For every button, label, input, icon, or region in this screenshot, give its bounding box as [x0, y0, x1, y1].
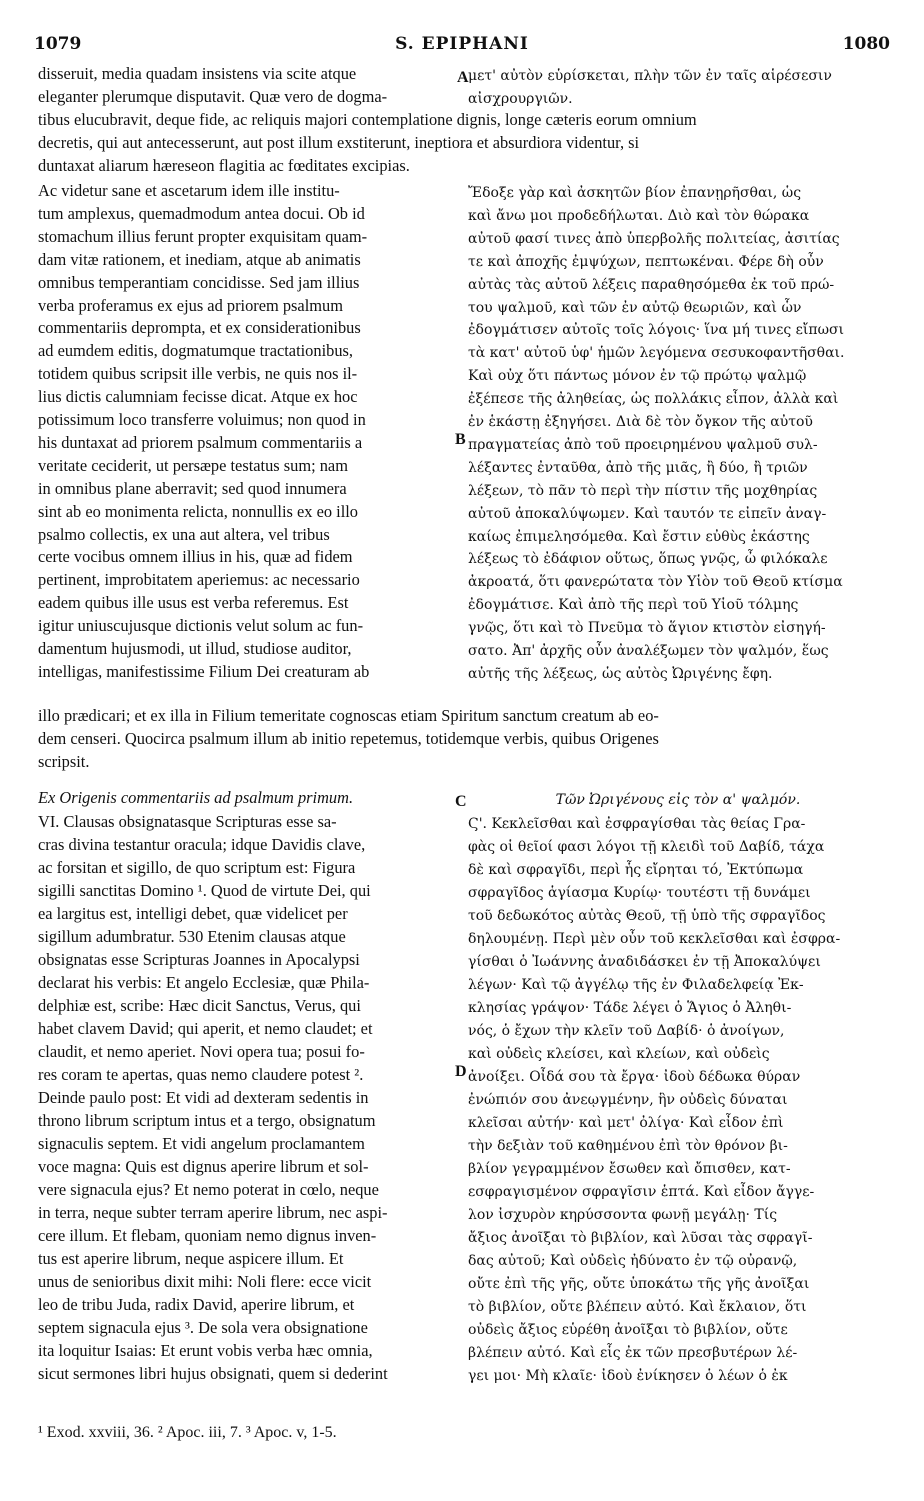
latin-text-line: vere signacula ejus? Et nemo poterat in cœlo, neque	[38, 1180, 379, 1199]
latin-text-line: Ac videtur sane et ascetarum idem ille institu-	[38, 181, 340, 200]
latin-text-line: veritate ceciderit, ut persæpe testatus sum; nam	[38, 455, 348, 475]
greek-text-line: Ϛ'. Κεκλεῖσθαι καὶ ἐσφραγίσθαι τὰς θείας Γρα-	[468, 816, 806, 832]
latin-text-line: omnibus temperantiam concidisse. Sed jam illius	[38, 272, 360, 292]
latin-text-line: igitur uniuscujusque dictionis velut solum ac fun-	[38, 616, 364, 636]
greek-text-line: πραγματείας ἀπὸ τοῦ προειρημένου ψαλμοῦ συλ-	[468, 436, 818, 453]
footnotes: ¹ Exod. xxviii, 36. ² Apoc. iii, 7. ³ Apoc. v, 1-5.	[38, 1424, 337, 1441]
greek-text-line: φὰς οἱ θεῖοί φασι λόγοι τῇ κλειδὶ τοῦ Δαβίδ, τάχα	[468, 839, 825, 855]
latin-text-line: ad eumdem editis, dogmatumque tractationibus,	[38, 341, 353, 361]
greek-section-heading: Τῶν Ὠριγένους εἰς τὸν α' ψαλμόν.	[555, 792, 801, 808]
greek-text-line: του ψαλμοῦ, καὶ τῶν ἐν αὐτῷ θεωριῶν, καὶ ὧν	[468, 299, 802, 316]
greek-text-line: λέξεων, τὸ πᾶν τὸ περὶ τὴν πίστιν τῆς μοχθηρίας	[468, 482, 818, 499]
greek-text-line: τὸ βιβλίον, οὔτε βλέπειν αὐτό. Καὶ ἔκλαιον, ὅτι	[468, 1299, 807, 1315]
greek-text-line: σατο. Ἀπ' ἀρχῆς οὖν ἀναλέξωμεν τὸν ψαλμόν, ἕως	[468, 643, 829, 659]
greek-text-line: δὲ καὶ σφραγῖδι, περὶ ἧς εἴρηται τό, Ἐκτύπωμα	[468, 862, 804, 878]
latin-text-line: leo de tribu Juda, radix David, aperire librum, et	[38, 1295, 355, 1314]
greek-text-line: δηλουμένῃ. Περὶ μὲν οὖν τοῦ κεκλεῖσθαι καὶ ἐσφρα-	[468, 931, 841, 947]
greek-text-line: αἰσχρουργιῶν.	[468, 91, 573, 108]
latin-text-line: his duntaxat ad priorem psalmum commentariis a	[38, 432, 363, 452]
latin-text-line: tibus elucubravit, deque fide, ac reliquis majori contemplatione dignis, longe cæteris eorum omnium	[38, 110, 697, 129]
latin-text-line: dam vitæ rationem, et inediam, atque ab animatis	[38, 249, 361, 269]
latin-text-line: sicut sermones libri hujus obsignati, quem si dederint	[38, 1364, 388, 1383]
latin-text-line: commentariis deprompta, et ex considerationibus	[38, 318, 361, 338]
latin-text-line: potissimum loco transferre voluimus; non quod in	[38, 410, 366, 429]
latin-text-line: psalmo collectis, ex una aut altera, vel tribus	[38, 524, 330, 544]
latin-text-line: sigilli sanctitas Domino ¹. Quod de virtute Dei, qui	[38, 881, 371, 900]
margin-marker-c: C	[455, 793, 467, 810]
greek-text-line: γει μοι· Μὴ κλαῖε· ἰδοὺ ἐνίκησεν ὁ λέων ὁ ἐκ	[468, 1368, 788, 1384]
margin-marker-a: A	[457, 69, 469, 86]
greek-text-line: μετ' αὐτὸν εὑρίσκεται, πλὴν τῶν ἐν ταῖς αἱρέσεσιν	[468, 68, 832, 84]
latin-text-line: disseruit, media quadam insistens via scite atque	[38, 64, 357, 83]
latin-text-line: res coram te apertas, quas nemo claudere potest ².	[38, 1065, 364, 1084]
latin-text-line: verba proferamus ex ejus ad priorem psalmum	[38, 295, 343, 315]
greek-text-line: ἐξέπεσε τῆς ἀληθείας, ὡς πολλάκις εἶπον, ἀλλὰ καὶ	[468, 391, 839, 408]
greek-text-line: τε καὶ ἀποχῆς ἐμψύχων, πεπτωκέναι. Φέρε δὴ οὖν	[468, 253, 824, 270]
greek-text-line: οὐδεὶς ἄξιος εὑρέθη ἀνοῖξαι τὸ βιβλίον, οὔτε	[468, 1322, 788, 1338]
latin-text-line: Deinde paulo post: Et vidi ad dexteram sedentis in	[38, 1088, 369, 1107]
greek-text-line: ἄξιος ἀνοῖξαι τὸ βιβλίον, καὶ λῦσαι τὰς σφραγῖ-	[468, 1230, 813, 1246]
latin-text-line: pertinent, improbitatem aperiemus: ac necessario	[38, 570, 360, 590]
greek-text-line: λέξεως τὸ ἐδάφιον οὕτως, ὅπως γνῷς, ὦ φιλόκαλε	[468, 551, 828, 568]
greek-text-line: λέγων· Καὶ τῷ ἀγγέλῳ τῆς ἐν Φιλαδελφείᾳ Ἐκ-	[468, 977, 804, 993]
latin-text-line: decretis, qui aut antecesserunt, aut post illum exstiterunt, ineptiora et absurdiora videntur, si	[38, 133, 640, 153]
greek-text-line: Ἔδοξε γὰρ καὶ ἀσκητῶν βίον ἐπανῃρῆσθαι, ὡς	[468, 185, 802, 201]
latin-text-line: in omnibus plane aberravit; sed quod innumera	[38, 478, 347, 498]
latin-text-line: habet clavem David; qui aperit, et nemo claudet; et	[38, 1019, 373, 1038]
latin-text-line: illo prædicari; et ex illa in Filium temeritate cognoscas etiam Spiritum sanctum creatum ab eo-	[38, 706, 659, 725]
greek-text-line: καίως ἐπιμελησόμεθα. Καὶ ἔστιν εὐθὺς ἑκάστης	[468, 528, 810, 545]
running-header	[30, 34, 894, 58]
greek-text-line: νός, ὁ ἔχων τὴν κλεῖν τοῦ Δαβίδ· ὁ ἀνοίγων,	[468, 1023, 785, 1039]
greek-text-line: γίσθαι ὁ Ἰωάννης ἀναδιδάσκει ἐν τῇ Ἀποκαλύψει	[468, 954, 821, 970]
greek-text-line: αὐτὰς τὰς αὐτοῦ λέξεις παραθησόμεθα ἐκ τοῦ πρώ-	[468, 276, 835, 293]
greek-text-line: αὐτοῦ φασί τινες ἀπὸ ὑπερβολῆς πολιτείας, ἀσιτίας	[468, 230, 840, 247]
greek-text-line: καὶ οὐδεὶς κλείσει, καὶ κλείων, καὶ οὐδεὶς	[468, 1046, 770, 1062]
latin-text-line: delphiæ est, scribe: Hæc dicit Sanctus, Verus, qui	[38, 996, 361, 1015]
greek-text-line: βλίον γεγραμμένον ἔσωθεν καὶ ὄπισθεν, κατ-	[468, 1161, 791, 1177]
latin-text-line: ea largitus est, intelligi debet, quæ videlicet per	[38, 904, 348, 923]
greek-text-line: ἐνώπιόν σου ἀνεῳγμένην, ἣν οὐδεὶς δύναται	[468, 1092, 788, 1108]
greek-text-line: ἐδογμάτισε. Καὶ ἀπὸ τῆς περὶ τοῦ Υἱοῦ τόλμης	[468, 597, 799, 614]
greek-text-line: κλησίας γράψον· Τάδε λέγει ὁ Ἅγιος ὁ Ἀληθι-	[468, 1000, 792, 1016]
latin-text-line: voce magna: Quis est dignus aperire librum et sol-	[38, 1157, 369, 1176]
latin-text-line: sigillum adumbratur. 530 Etenim clausas atque	[38, 927, 346, 946]
greek-text-line: Καὶ οὐχ ὅτι πάντως μόνον ἐν τῷ πρώτῳ ψαλμῷ	[468, 368, 807, 385]
latin-text-line: totidem quibus scripsit ille verbis, ne quis nos il-	[38, 364, 358, 384]
latin-text-line: declarat his verbis: Et angelo Ecclesiæ, quæ Phila-	[38, 973, 370, 992]
latin-text-line: obsignatas esse Scripturas Joannes in Apocalypsi	[38, 950, 360, 969]
greek-text-line: αὐτοῦ ἀποκαλύψωμεν. Καὶ ταυτόν τε εἰπεῖν ἀναγ-	[468, 505, 827, 522]
greek-text-line: κλεῖσαι αὐτήν· καὶ μετ' ὀλίγα· Καὶ εἶδον ἐπὶ	[468, 1115, 784, 1131]
greek-text-line: λον ἰσχυρὸν κηρύσσοντα φωνῇ μεγάλῃ· Τίς	[468, 1207, 778, 1223]
greek-text-line: τοῦ δεδωκότος αὐτὰς Θεοῦ, τῇ ὑπὸ τῆς σφραγῖδος	[468, 908, 826, 924]
latin-text-line: scripsit.	[38, 752, 90, 772]
latin-text-line: eleganter plerumque disputavit. Quæ vero de dogma-	[38, 87, 388, 107]
latin-text-line: claudit, et nemo aperiet. Novi opera tua; posui fo-	[38, 1042, 365, 1061]
latin-text-line: ita loquitur Isaias: Et erunt vobis verba hæc omnia,	[38, 1341, 373, 1360]
latin-text-line: dem censeri. Quocirca psalmum illum ab initio repetemus, totidemque verbis, quibus Origenes	[38, 729, 659, 749]
latin-text-line: damentum hujusmodi, ut illud, studiose auditor,	[38, 639, 352, 658]
greek-text-line: οὔτε ἐπὶ τῆς γῆς, οὔτε ὑποκάτω τῆς γῆς ἀνοῖξαι	[468, 1276, 810, 1292]
greek-text-line: ἐν ἑκάστῃ ἐξηγήσει. Διὰ δὲ τὸν ὄγκον τῆς αὐτοῦ	[468, 414, 813, 430]
latin-text-line: ac forsitan et sigillo, de quo scriptum est: Figura	[38, 858, 356, 877]
latin-section-heading: Ex Origenis commentariis ad psalmum primum.	[38, 788, 354, 807]
latin-text-line: sint ab eo monimenta relicta, nonnullis ex eo illo	[38, 501, 359, 521]
greek-text-line: γνῷς, ὅτι καὶ τὸ Πνεῦμα τὸ ἅγιον κτιστὸν εἰσηγή-	[468, 620, 826, 637]
page-number-left: 1079	[34, 34, 82, 54]
margin-marker-b: B	[455, 431, 466, 448]
page-number-right: 1080	[842, 34, 890, 54]
latin-text-line: certe vocibus omnem illius in his, quæ ad fidem	[38, 547, 353, 567]
latin-text-line: eadem quibus ille usus est verba referemus. Est	[38, 593, 349, 613]
greek-text-line: εσφραγισμένον σφραγῖσιν ἑπτά. Καὶ εἶδον ἄγγε-	[468, 1184, 815, 1200]
greek-text-line: βλέπειν αὐτό. Καὶ εἷς ἐκ τῶν πρεσβυτέρων λέ-	[468, 1345, 798, 1361]
greek-text-line: ἀνοίξει. Οἶδά σου τὰ ἔργα· ἰδοὺ δέδωκα θύραν	[468, 1069, 801, 1085]
running-title: S. EPIPHANI	[395, 34, 529, 54]
latin-text-line: duntaxat aliarum hæreseon flagitia ac fœditates excipias.	[38, 156, 410, 176]
latin-text-line: tus est aperire librum, neque aspicere illum. Et	[38, 1249, 344, 1268]
greek-text-line: ἐδογμάτισεν αὐτοῖς τοῖς λόγοις· ἵνα μή τινες εἴπωσι	[468, 322, 845, 339]
latin-text-line: unus de senioribus dixit mihi: Noli flere: ecce vicit	[38, 1272, 372, 1291]
greek-text-line: τὴν δεξιὰν τοῦ καθημένου ἐπὶ τὸν θρόνον βι-	[468, 1138, 788, 1154]
greek-text-line: δας αὐτοῦ; Καὶ οὐδεὶς ἠδύνατο ἐν τῷ οὐρανῷ,	[468, 1253, 798, 1269]
latin-text-line: in terra, neque subter terram aperire librum, nec aspi-	[38, 1203, 388, 1222]
greek-text-line: αὐτῆς τῆς λέξεως, ὡς αὐτὸς Ὠριγένης ἔφη.	[468, 665, 773, 682]
latin-text-line: stomachum illius ferunt propter exquisitam quam-	[38, 226, 368, 246]
greek-text-line: ἀκροατά, ὅτι φανερώτατα τὸν Υἱὸν τοῦ Θεοῦ κτίσμα	[468, 574, 843, 591]
latin-text-line: throno librum scriptum intus et a tergo, obsignatum	[38, 1111, 376, 1130]
margin-marker-d: D	[455, 1063, 467, 1080]
greek-text-line: λέξαντες ἐνταῦθα, ἀπὸ τῆς μιᾶς, ἢ δύο, ἢ τριῶν	[468, 459, 808, 476]
latin-text-line: cere illum. Et flebam, quoniam nemo dignus inven-	[38, 1226, 377, 1245]
latin-text-line: intelligas, manifestissime Filium Dei creaturam ab	[38, 661, 370, 681]
latin-text-line: tum amplexus, quemadmodum antea docui. Ob id	[38, 203, 365, 223]
greek-text-line: καὶ ἄνω μοι προδεδήλωται. Διὸ καὶ τὸν θώρακα	[468, 207, 810, 224]
latin-text-line: signaculis septem. Et vidi angelum proclamantem	[38, 1134, 365, 1153]
latin-text-line: lius dictis calumniam fecisse dicat. Atque ex hoc	[38, 387, 358, 407]
latin-text-line: VI. Clausas obsignatasque Scripturas esse sa-	[38, 812, 337, 831]
latin-text-line: septem signacula ejus ³. De sola vera obsignatione	[38, 1318, 368, 1337]
latin-text-line: cras divina testantur oracula; idque Davidis clave,	[38, 835, 366, 854]
greek-text-line: σφραγῖδος ἁγίασμα Κυρίῳ· τουτέστι τῇ δυνάμει	[468, 885, 811, 901]
greek-text-line: τὰ κατ' αὐτοῦ ὑφ' ἡμῶν λεγόμενα σεσυκοφαντῆσθαι.	[468, 345, 845, 362]
